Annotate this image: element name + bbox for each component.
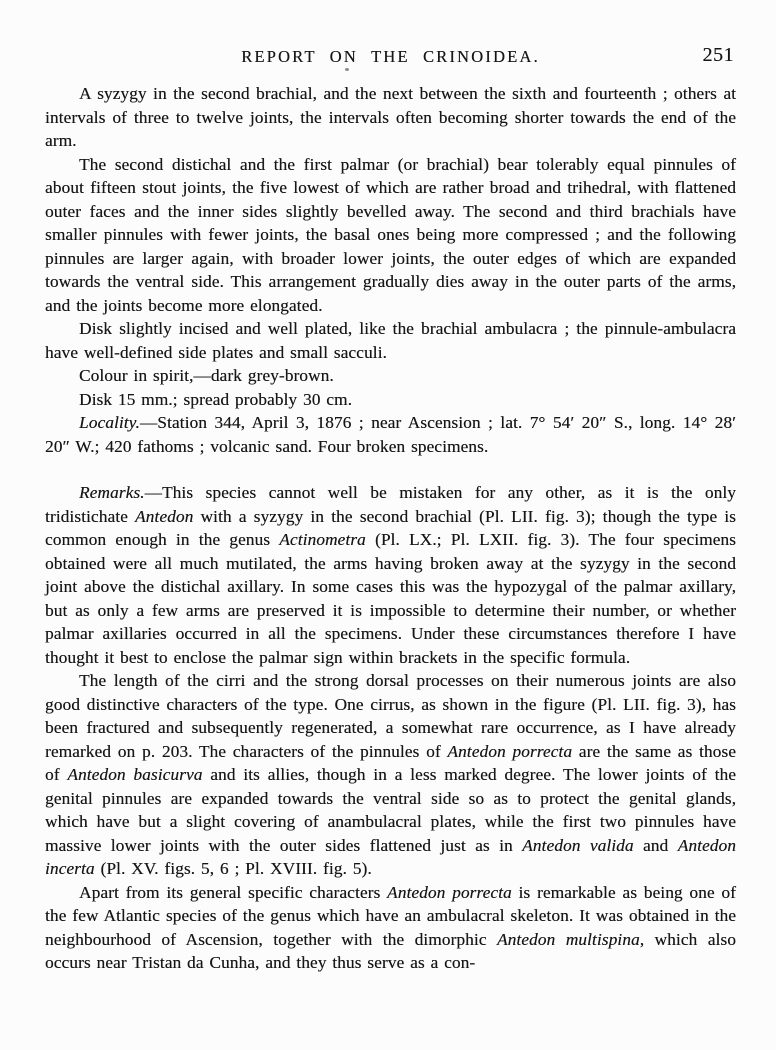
- species-name: Antedon: [135, 506, 194, 526]
- paragraph-second-distichal: [45, 153, 736, 318]
- text-run: Disk slightly incised and well plated, like the brachial ambulacra ; the pinnule-ambulacra have well-defined side plates and small sacculi.: [45, 319, 736, 362]
- species-name: Antedon incerta: [45, 835, 736, 878]
- species-name: Antedon valida: [522, 835, 634, 855]
- text-run: (Pl. LX.; Pl. LXII. fig. 3). The four specimens obtained were all much mutilated, the arms having broken away at the syzygy in the second joint above the distichal axillary. In some cases this was the hypozygal of the palmar axillary, but as only a few arms are preserved it is impossible to determine their number, or whether palmar axillaries occurred in all the specimens. Under these circumstances therefore I have thought it best to enclose the palmar sign within brackets in the specific formula.: [45, 530, 737, 667]
- page-body: [45, 82, 736, 975]
- genus-name: Actinometra: [279, 530, 366, 549]
- paragraph-remarks: [45, 481, 736, 669]
- text-run: is remarkable as being one of the few Atlantic species of the genus which have an ambulacral skeleton. It was obtained in the neighbourhood of Ascension, together with the dimorphic: [45, 882, 737, 949]
- print-artifact-dot: [345, 68, 349, 71]
- text-run: The length of the cirri and the strong dorsal processes on their numerous joints are also good distinctive characters of the type. One cirrus, as shown in the figure (Pl. LII. fig. 3), has been fractured and subsequently regenerated, a somewhat rare occurrence, as I have already remarked on p. 203. The characters of the pinnules of: [45, 671, 736, 761]
- remarks-label: Remarks.: [79, 483, 145, 502]
- text-run: A syzygy in the second brachial, and the next between the sixth and fourteenth ; others at intervals of three to twelve joints, the intervals often becoming shorter towards the end of the arm.: [45, 84, 736, 150]
- paragraph-apart-from: [45, 881, 736, 975]
- paragraph-cirri-length: [45, 669, 736, 881]
- page-number: 251: [702, 44, 734, 66]
- species-name: Antedon porrecta: [387, 882, 512, 902]
- paragraph-disk-size: [45, 388, 736, 412]
- species-name: Antedon basicurva: [67, 765, 203, 784]
- text-run: and: [633, 835, 678, 855]
- paragraph-disk-plated: [45, 317, 736, 364]
- paragraph-locality: [45, 411, 736, 458]
- text-run: with a syzygy in the second brachial (Pl. LII. fig. 3); though the type is common enough in the genus: [45, 506, 736, 549]
- page-header: [45, 44, 736, 69]
- species-name: Antedon porrecta: [447, 741, 573, 761]
- locality-label: Locality.: [79, 413, 140, 432]
- text-run: and its allies, though in a less marked degree. The lower joints of the genital pinnules are expanded towards the ventral side so as to protect the genital glands, which have but a slight covering of anambulacral plates, while the first two pinnules have massive lower joints with the outer sides flattened just as in: [45, 765, 736, 855]
- text-run: The second distichal and the first palmar (or brachial) bear tolerably equal pinnules of about fifteen stout joints, the five lowest of which are rather broad and trihedral, with flattened outer faces and the inner sides slightly bevelled away. The second and third brachials have smaller pinnules with fewer joints, the basal ones being more compressed ; and the following pinnules are larger again, with broader lower joints, the outer edges of which are expanded towards the ventral side. This arrangement gradually dies away in the outer parts of the arms, and the joints become more elongated.: [45, 154, 736, 315]
- paragraph-colour: [45, 364, 736, 388]
- text-run: Colour in spirit,—dark grey-brown.: [79, 366, 334, 385]
- text-run: Disk 15 mm.; spread probably 30 cm.: [79, 389, 353, 409]
- text-run: —Station 344, April 3, 1876 ; near Ascension ; lat. 7° 54′ 20″ S., long. 14° 28′ 20″ W.; 420 fathoms ; volcanic sand. Four broken specimens.: [45, 413, 736, 456]
- text-run: , which also occurs near Tristan da Cunha, and they thus serve as a con-: [45, 929, 736, 972]
- running-head-title: REPORT ON THE CRINOIDEA.: [241, 47, 540, 66]
- text-run: (Pl. XV. figs. 5, 6 ; Pl. XVIII. fig. 5).: [94, 859, 372, 878]
- text-run: —This species cannot well be mistaken for any other, as it is the only tridistichate: [45, 483, 736, 526]
- paragraph-syzygy-intervals: [45, 82, 736, 153]
- text-run: Apart from its general specific characters: [79, 882, 388, 902]
- text-run: are the same as those of: [45, 741, 736, 784]
- species-name: Antedon multispina: [496, 929, 640, 949]
